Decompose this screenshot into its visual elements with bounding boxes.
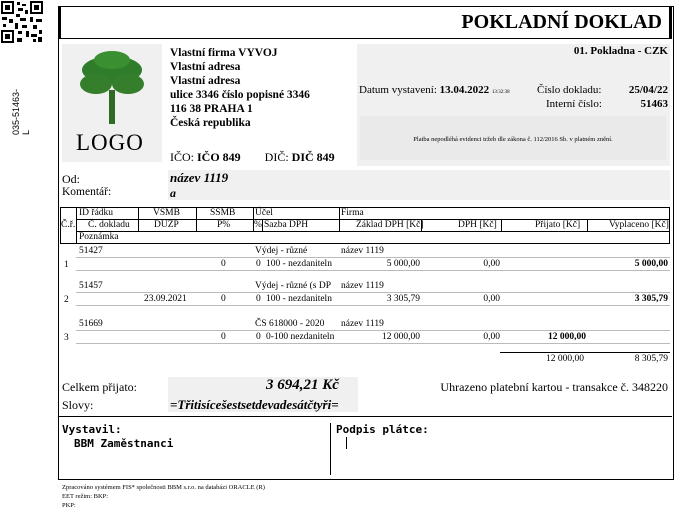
celkem-value: 3 694,21 Kč: [266, 377, 339, 393]
row-p: 0: [221, 294, 226, 304]
footer-system: Zpracováno systémem FIS* společnosti BBM s.r.o. na databázi ORACLE (R): [62, 484, 265, 491]
total-vyplaceno: 8 305,79: [634, 354, 668, 364]
logo-box: [62, 44, 162, 162]
komentar-value: a: [170, 186, 176, 200]
date-value: 13.04.2022: [439, 84, 490, 96]
vystavil-label: Vystavil:: [62, 423, 122, 436]
int-num-label: Interní číslo:: [546, 98, 602, 110]
signature-cursor: [346, 437, 347, 449]
row-firma: název 1119: [341, 246, 384, 256]
firm-ids: [170, 150, 335, 165]
row-sazba: 100 - nezdaniteln: [266, 294, 332, 304]
hdr-sazba: Sazba DPH: [264, 220, 309, 230]
hdr-poznamka: Poznámka: [79, 232, 119, 242]
firm-name: Vlastní firma VYVOJ: [170, 47, 278, 59]
row-sazba: 100 - nezdaniteln: [266, 259, 332, 269]
hdr-dph: DPH [Kč]: [458, 220, 497, 230]
firm-addr1: Vlastní adresa: [170, 61, 241, 73]
row-vyplaceno: 3 305,79: [634, 294, 668, 304]
row-vyplaceno: 5 000,00: [634, 259, 668, 269]
row-p: 0: [221, 259, 226, 269]
od-label: Od:: [62, 172, 80, 186]
qr-code: [0, 0, 44, 44]
table-row: [60, 319, 670, 345]
komentar-label: Komentář:: [62, 186, 112, 198]
od-box: [168, 170, 670, 200]
doc-num-label: Číslo dokladu:: [537, 84, 602, 96]
firm-country: Česká republika: [170, 117, 251, 129]
eet-note: Platba nepodléhá evidenci tržeb dle zákona č. 112/2016 Sb. v platném znění.: [413, 136, 613, 143]
logo-text: LOGO: [76, 130, 144, 155]
hdr-prijato: Přijato [Kč]: [535, 220, 581, 230]
signature-separator: [330, 423, 331, 475]
row-duzp: 23.09.2021: [144, 294, 187, 304]
hdr-p: P%: [217, 220, 231, 230]
row-id: 51669: [79, 319, 103, 329]
row-dph: 0,00: [483, 332, 500, 342]
row-ucel: Výdej - různé: [255, 246, 308, 256]
int-num-value: 51463: [640, 98, 668, 110]
podpis-label: Podpis plátce:: [336, 423, 429, 436]
totals-line: [500, 352, 670, 353]
row-zaklad: 5 000,00: [386, 259, 420, 269]
row-ucel: Výdej - různé (s DP: [255, 281, 331, 291]
row-pct: 0: [256, 332, 261, 342]
slovy-label: Slovy:: [62, 398, 94, 412]
hdr-ucel: Účel: [255, 208, 273, 218]
row-prijato: 12 000,00: [548, 332, 586, 342]
signature-divider: [58, 416, 672, 417]
hdr-id: ID řádku: [79, 208, 114, 218]
row-sazba: 0-100 nezdaniteln: [266, 332, 335, 342]
footer-pkp: PKP:: [62, 502, 76, 509]
row-pct: 0: [256, 259, 261, 269]
row-pct: 0: [256, 294, 261, 304]
dic-label: DIČ:: [264, 150, 289, 164]
celkem-label: Celkem přijato:: [62, 380, 137, 394]
hdr-ssmb: SSMB: [210, 208, 236, 218]
row-cr: 3: [64, 333, 69, 343]
slovy-value: =Třitisícešestsetdevadesátčtyři=: [170, 397, 339, 412]
footer: [62, 483, 265, 510]
side-code: 035-51463-L: [11, 88, 31, 135]
hdr-vsmb: VSMB: [153, 208, 180, 218]
time-value: 13:32:38: [491, 90, 510, 95]
total-prijato: 12 000,00: [546, 354, 584, 364]
date-label: Datum vystavení:: [359, 84, 437, 96]
tree-icon: [76, 48, 148, 128]
date-row: [359, 84, 510, 96]
dic-value: DIČ 849: [291, 150, 335, 164]
hdr-vyplaceno: Vyplaceno [Kč]: [609, 220, 669, 230]
doc-num-value: 25/04/22: [628, 84, 668, 96]
pokladna-name: 01. Pokladna - CZK: [573, 45, 668, 57]
row-ucel: ČS 618000 - 2020: [255, 319, 325, 329]
row-firma: název 1119: [341, 281, 384, 291]
hdr-firma: Firma: [341, 208, 364, 218]
row-dph: 0,00: [483, 259, 500, 269]
footer-eet: EET režim: BKP:: [62, 493, 109, 500]
firm-addr3: ulice 3346 číslo popisné 3346: [170, 89, 310, 101]
ico-value: IČO 849: [197, 150, 241, 164]
row-cr: 1: [64, 260, 69, 270]
table-row: [60, 281, 670, 307]
hdr-cdokladu: Č. dokladu: [88, 220, 130, 230]
firm-address: [170, 46, 310, 130]
row-zaklad: 3 305,79: [386, 294, 420, 304]
row-firma: název 1119: [341, 319, 384, 329]
row-p: 0: [221, 332, 226, 342]
row-id: 51427: [79, 246, 103, 256]
row-dph: 0,00: [483, 294, 500, 304]
eet-box: [360, 116, 666, 160]
firm-addr4: 116 38 PRAHA 1: [170, 103, 253, 115]
title-bar: [58, 6, 672, 39]
row-id: 51457: [79, 281, 103, 291]
hdr-cr: Č.ř.: [61, 220, 76, 230]
row-cr: 2: [64, 295, 69, 305]
vystavil-value: BBM Zaměstnanci: [74, 437, 174, 450]
table-row: [60, 246, 670, 272]
row-zaklad: 12 000,00: [382, 332, 420, 342]
document-title: POKLADNÍ DOKLAD: [461, 11, 662, 33]
hdr-pct: %: [254, 220, 262, 230]
firm-addr2: Vlastní adresa: [170, 75, 241, 87]
ico-label: IČO:: [170, 150, 194, 164]
hdr-duzp: DUZP: [154, 220, 179, 230]
payment-note: Uhrazeno platební kartou - transakce č. 348220: [440, 380, 668, 394]
hdr-zaklad: Základ DPH [Kč]: [356, 220, 424, 230]
od-value: název 1119: [170, 170, 229, 185]
